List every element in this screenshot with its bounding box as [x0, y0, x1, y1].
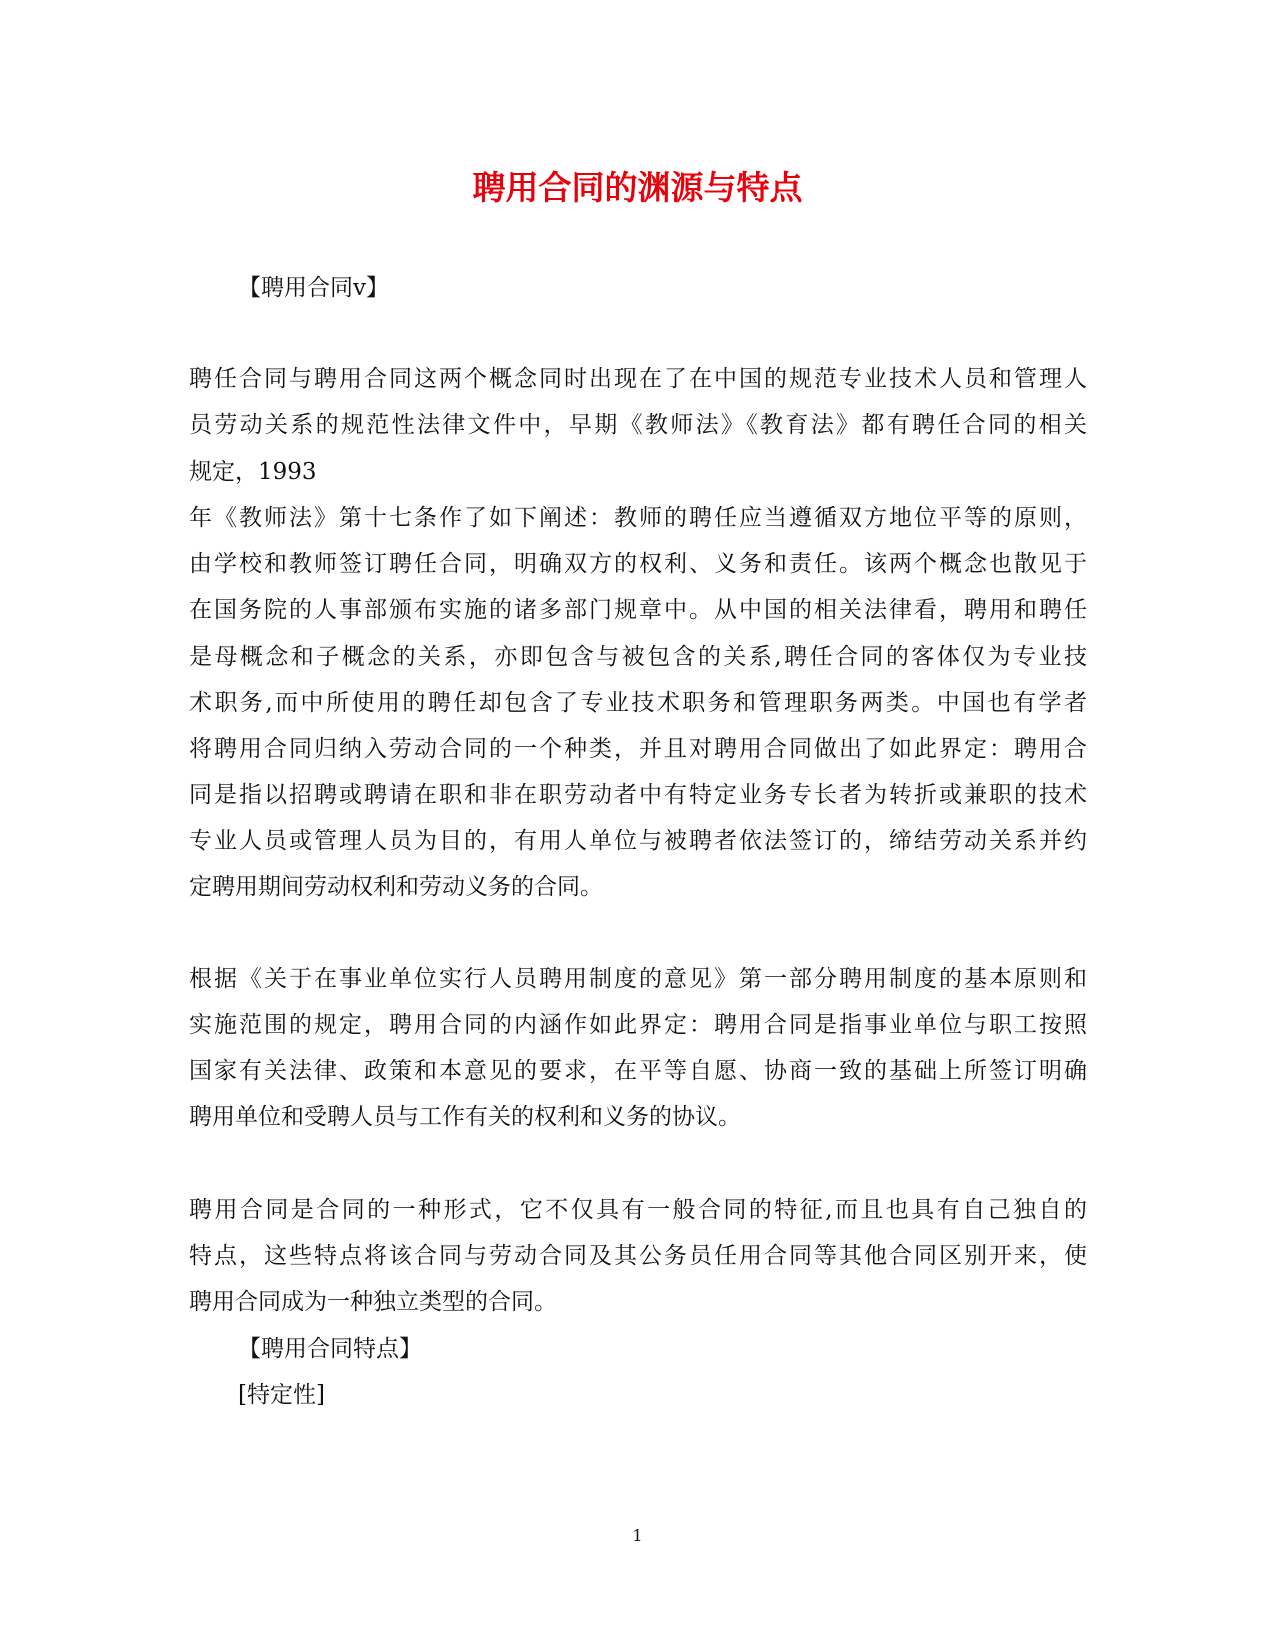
paragraph-1-line-9: 将聘用合同归纳入劳动合同的一个种类，并且对聘用合同做出了如此界定：聘用合	[189, 736, 1087, 762]
paragraph-1-line-11: 专业人员或管理人员为目的，有用人单位与被聘者依法签订的，缔结劳动关系并约	[189, 828, 1087, 854]
paragraph-3-line-2: 特点，这些特点将该合同与劳动合同及其公务员任用合同等其他合同区别开来，使	[189, 1243, 1087, 1269]
paragraph-1-line-3: 规定，1993	[189, 459, 317, 485]
paragraph-1-line-4: 年《教师法》第十七条作了如下阐述：教师的聘任应当遵循双方地位平等的原则，	[189, 505, 1087, 531]
paragraph-1-line-5: 由学校和教师签订聘任合同，明确双方的权利、义务和责任。该两个概念也散见于	[189, 551, 1087, 577]
section-heading-contract-features: 【聘用合同特点】	[238, 1336, 422, 1362]
paragraph-3-line-1: 聘用合同是合同的一种形式，它不仅具有一般合同的特征,而且也具有自己独自的	[189, 1197, 1087, 1223]
paragraph-2-line-3: 国家有关法律、政策和本意见的要求，在平等自愿、协商一致的基础上所签订明确	[189, 1058, 1087, 1084]
paragraph-2-line-4: 聘用单位和受聘人员与工作有关的权利和义务的协议。	[189, 1104, 741, 1130]
paragraph-3-line-3: 聘用合同成为一种独立类型的合同。	[189, 1289, 557, 1315]
paragraph-2-line-2: 实施范围的规定，聘用合同的内涵作如此界定：聘用合同是指事业单位与职工按照	[189, 1012, 1087, 1038]
paragraph-1-line-2: 员劳动关系的规范性法律文件中，早期《教师法》《教育法》都有聘任合同的相关	[189, 412, 1087, 438]
paragraph-1-line-8: 术职务,而中所使用的聘任却包含了专业技术职务和管理职务两类。中国也有学者	[189, 690, 1087, 716]
paragraph-1-line-10: 同是指以招聘或聘请在职和非在职劳动者中有特定业务专长者为转折或兼职的技术	[189, 782, 1087, 808]
section-heading-employment-contract: 【聘用合同v】	[238, 275, 389, 301]
document-title: 聘用合同的渊源与特点	[472, 168, 803, 207]
paragraph-2-line-1: 根据《关于在事业单位实行人员聘用制度的意见》第一部分聘用制度的基本原则和	[189, 966, 1087, 992]
subheading-specificity: [特定性]	[238, 1382, 325, 1408]
paragraph-1-line-12: 定聘用期间劳动权利和劳动义务的合同。	[189, 874, 603, 900]
paragraph-1-line-6: 在国务院的人事部颁布实施的诸多部门规章中。从中国的相关法律看，聘用和聘任	[189, 597, 1087, 623]
page-number: 1	[632, 1526, 643, 1545]
paragraph-1-line-7: 是母概念和子概念的关系，亦即包含与被包含的关系,聘任合同的客体仅为专业技	[189, 644, 1087, 670]
paragraph-1-line-1: 聘任合同与聘用合同这两个概念同时出现在了在中国的规范专业技术人员和管理人	[189, 366, 1087, 392]
